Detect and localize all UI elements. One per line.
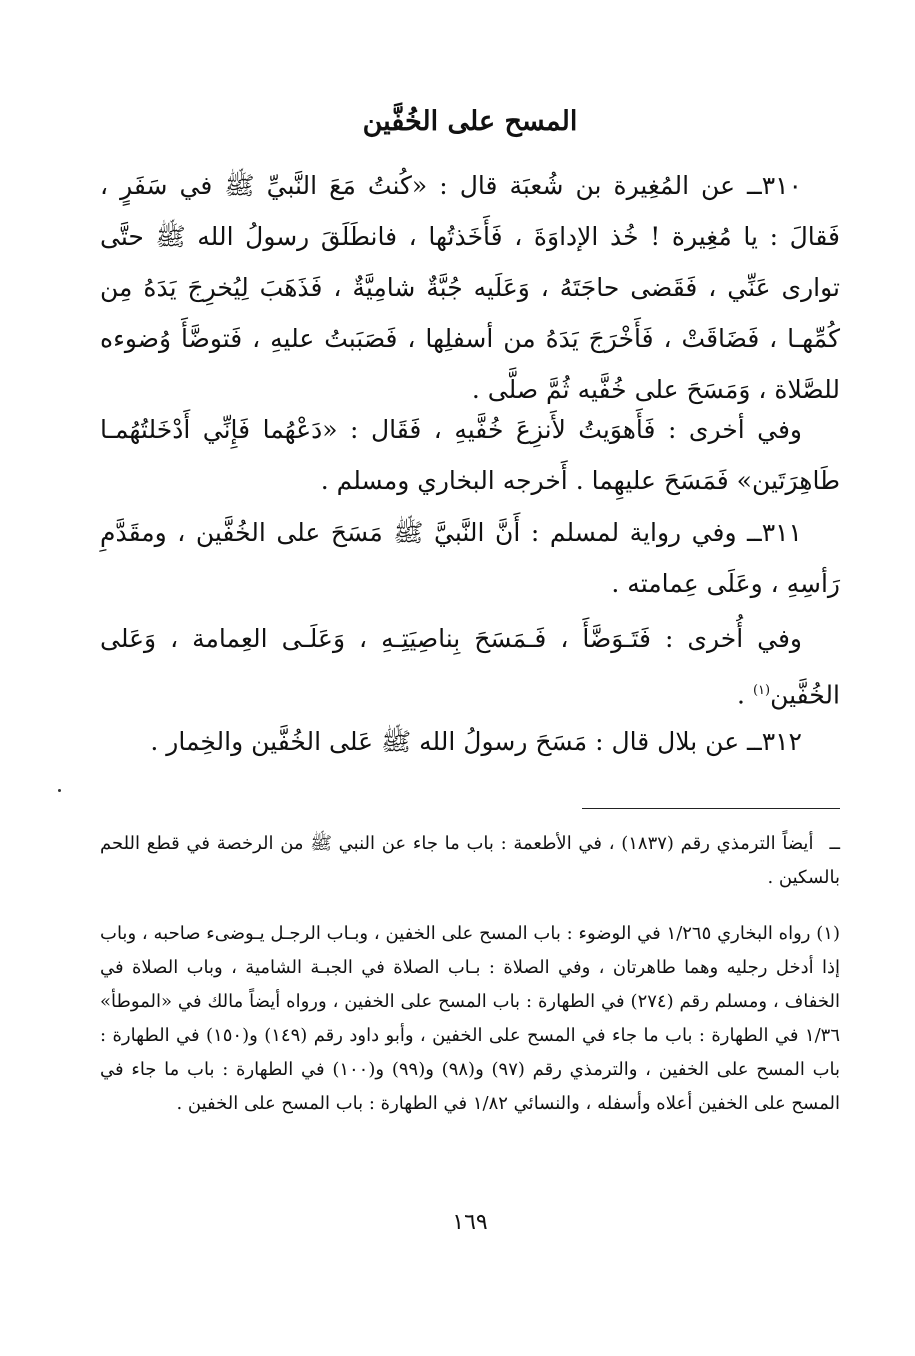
hadith-312: ٣١٢ــ عن بلال قال : مَسَحَ رسولُ الله ﷺ عَلى الخُفَّين والخِمار . bbox=[150, 727, 802, 756]
scan-speck bbox=[58, 789, 61, 792]
hadith-311: ٣١١ــ وفي رواية لمسلم : أَنَّ النَّبيَّ ﷺ مَسَحَ على الخُفَّين ، ومقَدَّمِ رَأسِهِ ، وعَلَى عِمامته . bbox=[100, 518, 840, 598]
hadith-311-variant-text: وفي أُخرى : فَتَـوَضَّأَ ، فَـمَسَحَ بِناصِيَتِـهِ ، وَعَلَـى العِمامة ، وَعَلى الخُفَّين bbox=[100, 624, 840, 710]
continuation-dash: ــ bbox=[829, 833, 840, 854]
hadith-310-variant: وفي أخرى : فَأَهوَيتُ لأَنزِعَ خُفَّيهِ ، فَقَال : «دَعْهُما فَإِنِّي أَدْخَلتُهُمـا طَاهِرَتَين» فَمَسَحَ عليهِما . أَخرجه البخاري ومسلم . bbox=[100, 415, 840, 495]
page-number: ١٦٩ bbox=[452, 1210, 488, 1235]
page-title: المسح على الخُفَّين bbox=[362, 106, 578, 137]
footnote-continuation bbox=[100, 827, 840, 895]
footnote-divider bbox=[582, 808, 840, 809]
hadith-310: ٣١٠ــ عن المُغِيرة بن شُعبَة قال : «كُنتُ مَعَ النَّبيِّ ﷺ في سَفَرٍ ، فَقالَ : يا مُغِيرة ! خُذ الإداوَةَ ، فَأَخَذتُها ، فانطَلَقَ رسولُ الله ﷺ حتَّى توارى عَنِّي ، فَقَضى حاجَتَهُ ، وَعَلَيه جُبَّةٌ شامِيَّةٌ ، فَذَهَبَ لِيُخرِجَ يَدَهُ مِن كُمِّهـا ، فَضَاقَتْ ، فَأَخْرَجَ يَدَهُ من أسفلِها ، فَصَبَبتُ عليهِ ، فَتوضَّأَ وُضوءه للصَّلاة ، وَمَسَحَ على خُفَّيه ثُمَّ صلَّى . bbox=[100, 171, 840, 404]
footnote-continuation-text: أيضاً الترمذي رقم (١٨٣٧) ، في الأطعمة : باب ما جاء عن النبي ﷺ من الرخصة في قطع اللحم بالسكين . bbox=[100, 833, 840, 888]
hadith-311-variant bbox=[100, 613, 840, 721]
footnote-1: (١) رواه البخاري ١/٢٦٥ في الوضوء : باب المسح على الخفين ، وبـاب الرجـل يـوضىء صاحبه ، وباب إذا أدخل رجليه وهما طاهرتان ، وفي الصلاة : بـاب الصلاة في الجبـة الشامية ، وباب الصلاة في الخفاف ، ومسلم رقم (٢٧٤) في الطهارة : باب المسح على الخفين ، ورواه أيضاً مالك في «الموطأ» ١/٣٦ في الطهارة : باب ما جاء في المسح على الخفين ، وأبو داود رقم (١٤٩) و(١٥٠) في الطهارة : باب المسح على الخفين ، والترمذي رقم (٩٧) و(٩٨) و(٩٩) و(١٠٠) في الطهارة : باب ما جاء في المسح على الخفين أعلاه وأسفله ، والنسائي ١/٨٢ في الطهارة : باب المسح على الخفين . bbox=[100, 923, 841, 1114]
book-page bbox=[100, 0, 840, 1356]
hadith-311-variant-end: . bbox=[737, 680, 753, 710]
footnote-ref-1[interactable]: (١) bbox=[752, 683, 771, 698]
